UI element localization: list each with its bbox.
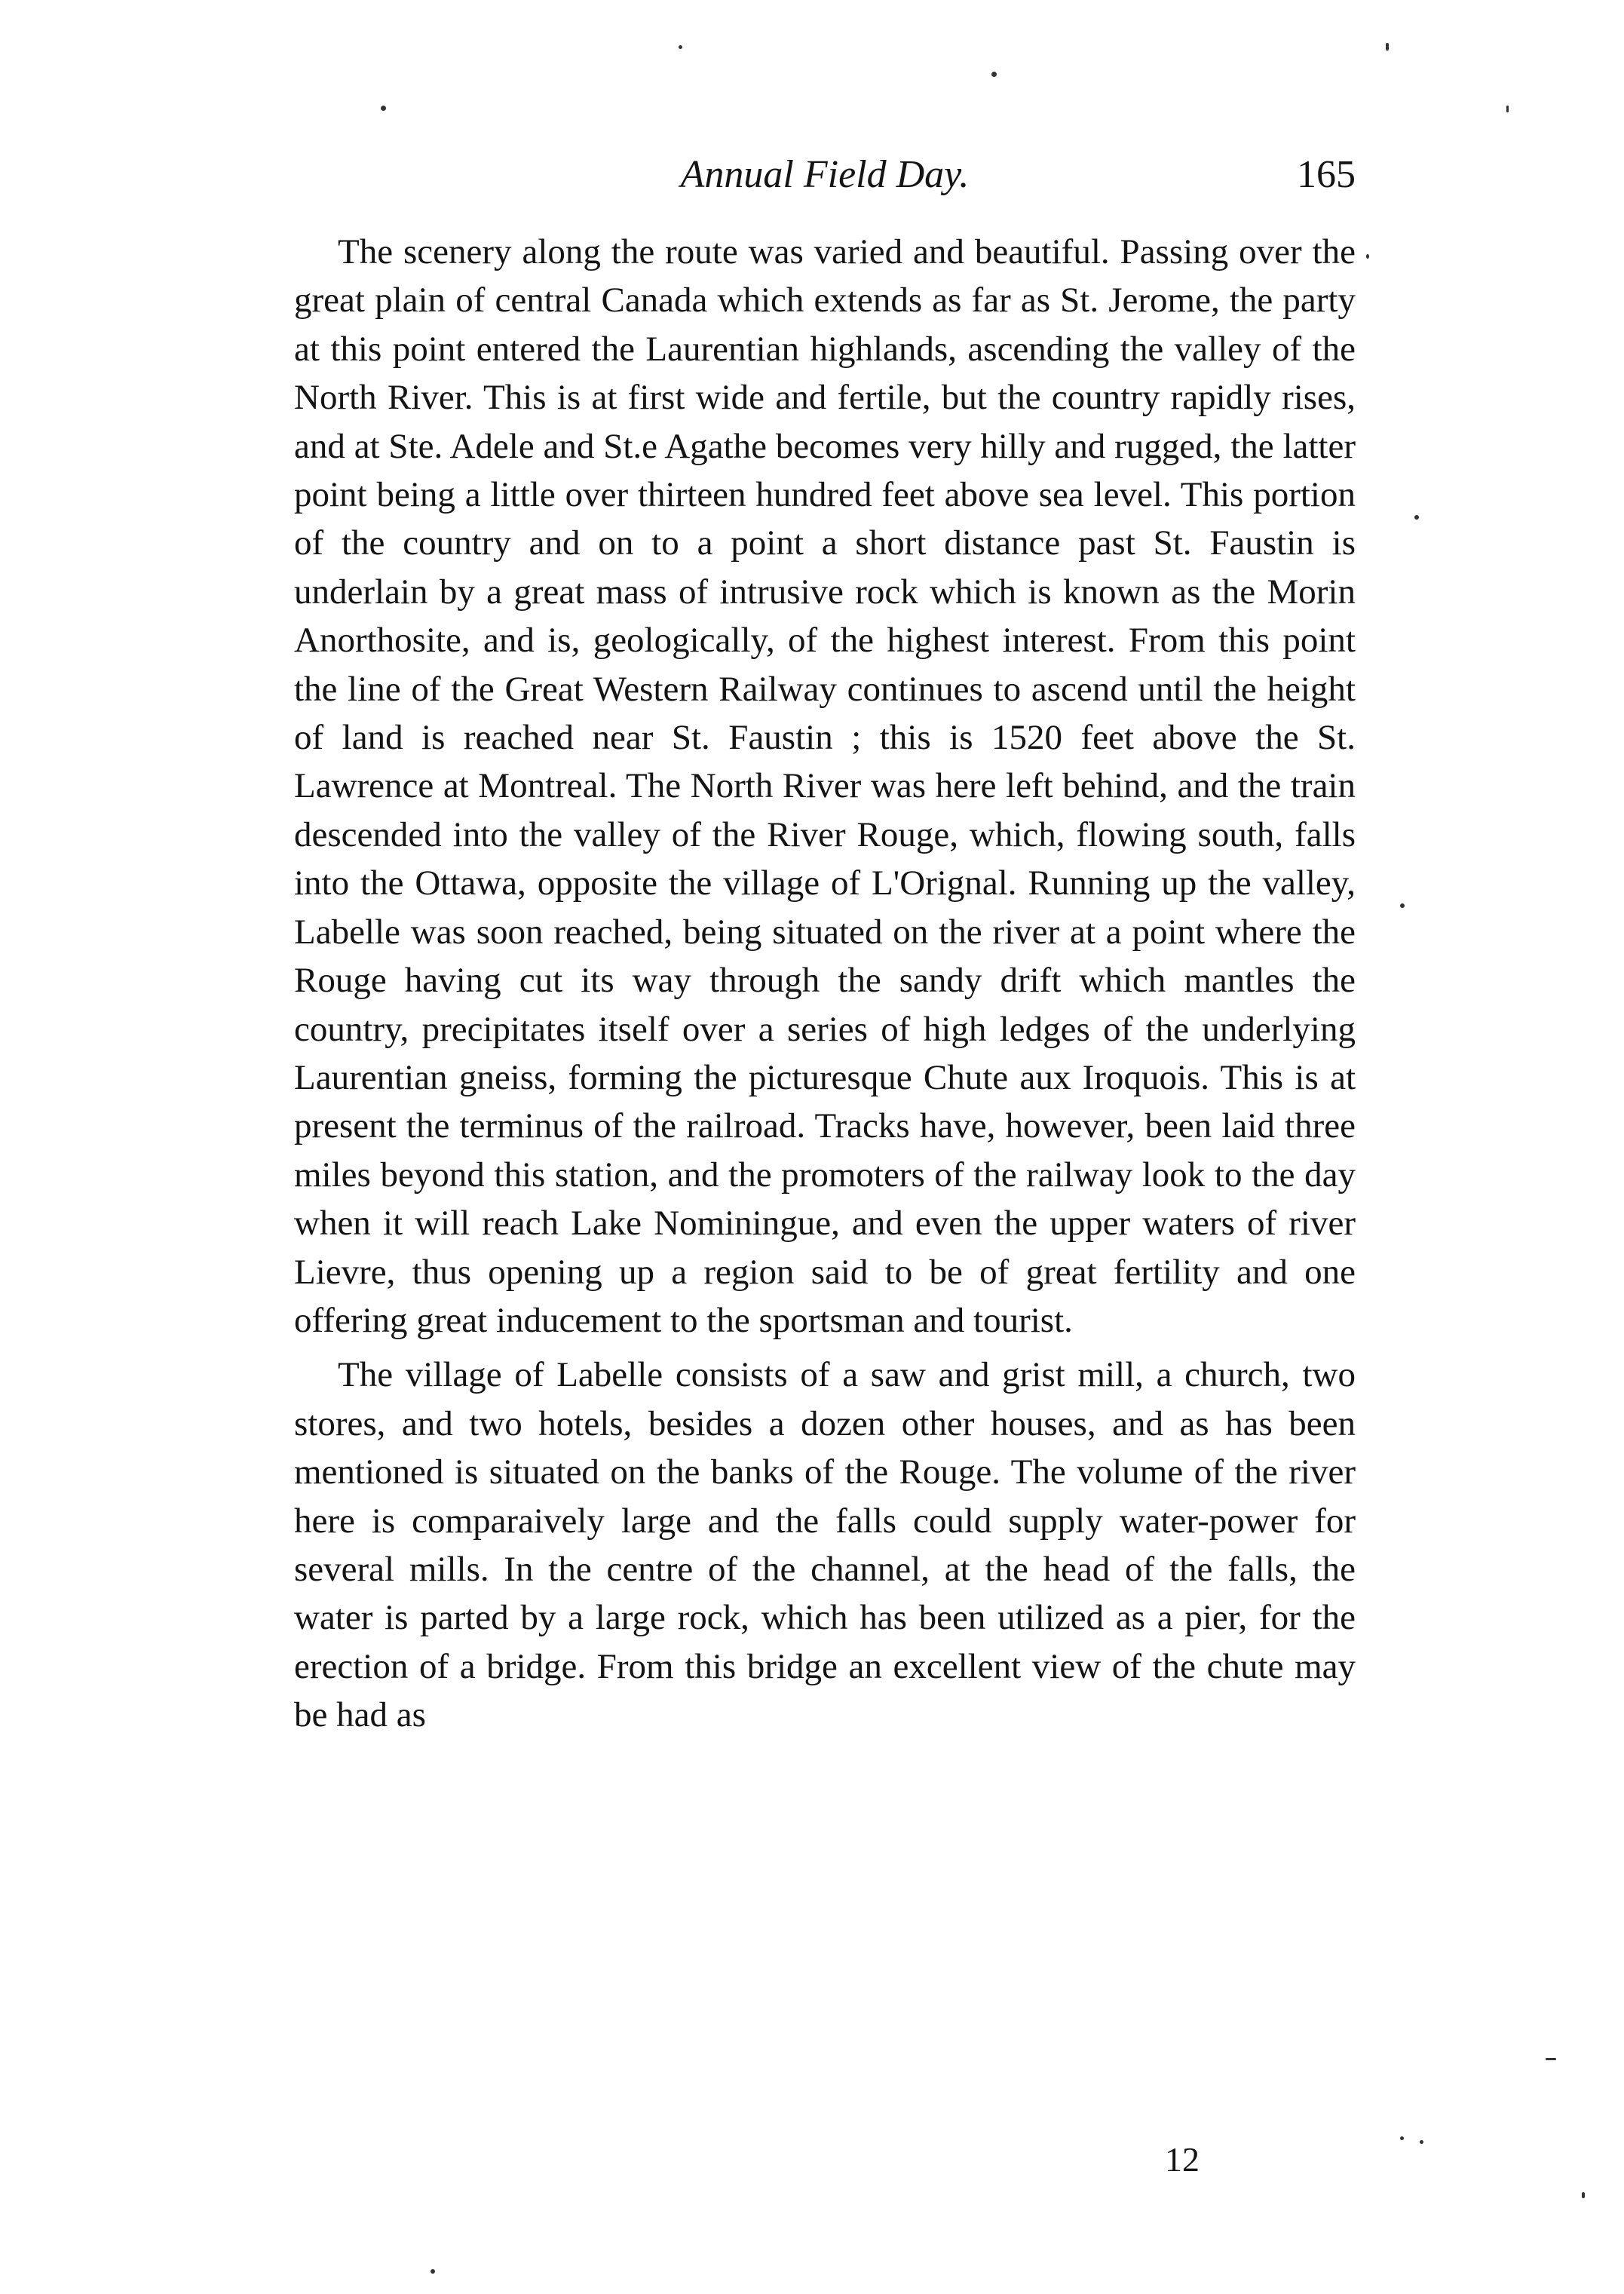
scan-speck <box>1582 2192 1585 2198</box>
scan-speck <box>381 106 386 111</box>
scan-speck <box>1400 2136 1404 2140</box>
scan-speck <box>1400 903 1405 908</box>
running-title: Annual Field Day. <box>680 153 970 196</box>
scan-speck <box>1386 43 1389 51</box>
paragraph-1: The scenery along the route was varied and beautiful. Passing over the great plain of central Canada which extends as far as St. Jerome, the party at this point entered the Laurentian highlands, ascending the valley of the North River. This is at first wide and fertile, but the country rapidly rises, and at Ste. Adele and St.e Agathe becomes very hilly and rugged, the latter point being a little over thirteen hundred feet above sea level. This portion of the country and on to a point a short distance past St. Faustin is underlain by a great mass of intrusive rock which is known as the Morin Anorthosite, and is, geologically, of the highest interest. From this point the line of the Great Western Railway continues to ascend until the height of land is reached near St. Faustin ; this is 1520 feet above the St. Lawrence at Montreal. The North River was here left behind, and the train descended into the valley of the River Rouge, which, flowing south, falls into the Ottawa, opposite the village of L'Orignal. Running up the valley, Labelle was soon reached, being situated on the river at a point where the Rouge having cut its way through the sandy drift which mantles the country, precipitates itself over a series of high ledges of the underlying Laurentian gneiss, forming the picturesque Chute aux Iroquois. This is at present the terminus of the railroad. Tracks have, however, been laid three miles beyond this station, and the promoters of the railway look to the day when it will reach Lake Nominingue, and even the upper waters of river Lievre, thus opening up a region said to be of great fertility and one offering great inducement to the sportsman and tourist. <box>294 232 1356 1340</box>
signature-mark: 12 <box>1165 2140 1200 2179</box>
page-header <box>294 145 1356 205</box>
scan-speck <box>431 2269 435 2274</box>
page-number: 165 <box>1297 153 1356 196</box>
scan-speck <box>1366 254 1369 259</box>
scan-speck <box>1414 515 1419 520</box>
scan-speck <box>679 45 682 49</box>
scan-speck <box>1506 106 1509 112</box>
scan-speck <box>1420 2140 1423 2144</box>
body-text <box>294 228 1356 1740</box>
paragraph-2: The village of Labelle consists of a saw and grist mill, a church, two stores, and two hotels, besides a dozen other houses, and as has been mentioned is situated on the banks of the Rouge. The volume of the river here is comparaively large and the falls could supply water-power for several mills. In the centre of the channel, at the head of the falls, the water is parted by a large rock, which has been utilized as a pier, for the erection of a bridge. From this bridge an excellent view of the chute may be had as <box>294 1355 1356 1735</box>
scan-speck <box>991 72 997 77</box>
scan-speck <box>1546 2058 1556 2060</box>
